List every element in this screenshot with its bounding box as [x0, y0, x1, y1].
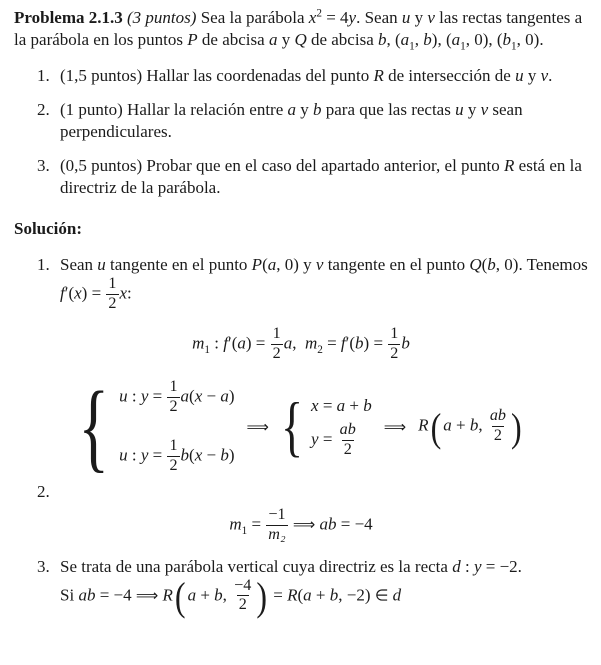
step-text [60, 254, 588, 313]
text-run: ), ( [431, 30, 452, 49]
text-run: ab [78, 584, 96, 604]
solution-heading: Solución: [14, 219, 83, 238]
text-run: a [268, 30, 278, 49]
text-run: Q [469, 255, 482, 274]
text-run: 1 [460, 40, 466, 53]
text-run: : [127, 283, 132, 303]
text-run: a [336, 395, 346, 415]
text-run: = [247, 513, 266, 533]
problem-item-1 [14, 65, 588, 87]
problem-item-2 [14, 99, 588, 143]
text-run: $\frac{-4}{2}$ [234, 576, 252, 614]
text-run: y [523, 66, 541, 85]
text-run: $\frac{1}{2}$ [169, 436, 178, 474]
solution-step-1 [14, 254, 588, 313]
text-run: (0,5 puntos) Probar que en el caso del apartado anterior, el punto [60, 156, 505, 175]
text-run: b [401, 333, 410, 353]
text-run: a [443, 415, 452, 435]
text-run: : [127, 445, 141, 465]
text-run: R [418, 415, 429, 435]
text-run: d [392, 584, 402, 604]
text-run: u [455, 100, 464, 119]
text-run: $\frac{ab}{2}$ [489, 407, 506, 445]
text-run: x [308, 8, 317, 27]
text-run: = [318, 395, 337, 415]
text-run: m [304, 333, 318, 353]
text-run: : [460, 556, 474, 576]
equation-slopes [14, 326, 588, 363]
text-run: u [515, 66, 524, 85]
text-run: a [267, 255, 277, 274]
text-run: tangente en el punto [323, 255, 470, 274]
text-run: a [283, 333, 293, 353]
directrix-line [60, 557, 522, 576]
text-run: u [97, 255, 106, 274]
text-run: b [313, 100, 322, 119]
math-line [119, 379, 234, 416]
text-run: m [192, 333, 205, 353]
text-run: ( [481, 255, 488, 274]
text-run: b [378, 30, 387, 49]
text-run: de abcisa [197, 30, 269, 49]
text-run: b [487, 255, 496, 274]
text-run: a [220, 386, 229, 406]
text-run: , [478, 415, 487, 435]
text-run: $\frac{ab}{2}$ [339, 420, 356, 458]
text-run: x [74, 283, 82, 303]
text-run: b [214, 584, 223, 604]
text-run: $\frac{1}{2}$ [272, 324, 281, 362]
item-number: 3. [37, 156, 50, 175]
text-run: v [540, 66, 549, 85]
text-run: ∈ [374, 584, 389, 604]
text-run: . [548, 66, 553, 85]
text-run: b [469, 415, 479, 435]
text-run: v [315, 255, 324, 274]
text-run: (3 puntos) [127, 8, 197, 27]
item-number: 3. [37, 556, 50, 576]
text-run: ) [256, 573, 268, 619]
math-line [229, 507, 372, 544]
text-run: Si [60, 584, 79, 604]
text-run: 2 [316, 7, 322, 20]
text-run: : [210, 333, 224, 353]
text-run: $\frac{1}{2}$ [108, 275, 117, 312]
math-line [119, 438, 234, 475]
text-run: , [292, 333, 305, 353]
text-run: f [340, 333, 346, 353]
text-run: = [148, 445, 167, 465]
text-run: + [196, 584, 215, 604]
text-run: 1 [204, 343, 210, 356]
text-run: R [504, 156, 515, 175]
text-run: , 0). Tenemos [495, 255, 588, 274]
text-run: − [202, 386, 221, 406]
text-run: b [355, 333, 364, 353]
text-run: , 0) y [276, 255, 316, 274]
text-run: v [427, 8, 435, 27]
text-run: ( [189, 386, 195, 406]
text-run: y [140, 445, 149, 465]
math-line [192, 326, 410, 363]
text-run: y [410, 8, 428, 27]
item-number: 1. [37, 66, 50, 85]
text-run: ′( [345, 333, 356, 353]
solution-step-3 [14, 556, 588, 619]
text-run: ( [189, 445, 195, 465]
implies-arrow: ⟹ [383, 416, 407, 436]
text-run: ′( [64, 283, 75, 303]
text-run: = [322, 333, 341, 353]
text-run: 1 [241, 524, 248, 537]
text-run: = −4 [95, 584, 136, 604]
text-run: d [452, 556, 461, 576]
text-run: . Sean [356, 8, 402, 27]
text-run: x [311, 395, 319, 415]
text-run: = [318, 429, 337, 449]
text-run: y [463, 100, 481, 119]
text-run: b [502, 30, 512, 49]
text-run: b [329, 584, 339, 604]
text-run: , [222, 584, 232, 604]
text-run: v [480, 100, 489, 119]
text-run: x [194, 445, 203, 465]
intersection-point-R [418, 404, 523, 450]
text-run: , ( [386, 30, 401, 49]
text-run: $\frac{1}{2}$ [169, 377, 178, 415]
solution-step-2 [14, 481, 588, 503]
text-run: u [119, 386, 128, 406]
text-run: ( [262, 255, 268, 274]
text-run: = −4 [336, 513, 373, 533]
item-text [60, 99, 588, 143]
text-run: + [451, 415, 470, 435]
text-run: R [287, 584, 298, 604]
text-run: , 0). [516, 30, 544, 49]
text-run: sean perpendiculares. [60, 100, 523, 141]
text-run: = [148, 386, 167, 406]
text-run: ) = [245, 333, 270, 353]
problem-statement [14, 7, 592, 51]
item-text [60, 155, 588, 199]
text-run: ( [297, 584, 304, 604]
text-run: R [373, 66, 384, 85]
text-run: b [180, 445, 190, 465]
text-run: Se trata de una parábola vertical cuya directriz es la recta [60, 556, 453, 576]
text-run: P [187, 30, 198, 49]
text-run: para que las rectas [321, 100, 456, 119]
text-run: ⟹ [135, 584, 159, 604]
text-run: Q [294, 30, 307, 49]
text-run: ) [228, 386, 235, 406]
equation-perpendicular [14, 507, 588, 544]
text-run: y [311, 429, 319, 449]
item-text [60, 65, 588, 87]
text-run: y [140, 386, 149, 406]
text-run: , 0), ( [465, 30, 503, 49]
text-run: ′( [227, 333, 238, 353]
text-run: R [162, 584, 173, 604]
text-run: y [296, 100, 314, 119]
text-run: a [187, 584, 197, 604]
text-run: x [119, 283, 128, 303]
left-brace: { [280, 389, 304, 463]
text-run: Sea la parábola [196, 8, 309, 27]
text-run: de abcisa [306, 30, 378, 49]
text-run: a [451, 30, 461, 49]
text-run: b [220, 445, 229, 465]
text-run: , [414, 30, 424, 49]
text-run: u [401, 8, 411, 27]
text-run: Sean [60, 255, 98, 274]
text-run: : [127, 386, 141, 406]
text-run: ab [319, 513, 337, 533]
tangent-lines-system [119, 379, 234, 475]
text-run: está en la directriz de la parábola. [60, 156, 582, 197]
conclusion-line [60, 573, 402, 619]
text-run: ) [510, 404, 522, 450]
text-run: = [269, 584, 288, 604]
text-run: ⟹ [292, 513, 316, 533]
text-run: ) = [81, 283, 106, 303]
text-run: y [473, 556, 482, 576]
text-run: 1 [511, 40, 517, 53]
text-run: + [311, 584, 330, 604]
text-run: u [119, 445, 128, 465]
text-run: ) = [363, 333, 388, 353]
text-run: y [277, 30, 295, 49]
text-run: a [303, 584, 312, 604]
text-run: 2 [317, 343, 323, 356]
left-brace: { [78, 370, 110, 481]
text-run: = 4 [321, 8, 349, 27]
text-run: de intersección de [383, 66, 516, 85]
system-equation [14, 370, 588, 481]
math-line [311, 395, 372, 417]
text-run: tangente en el punto [105, 255, 252, 274]
text-run: y [348, 8, 357, 27]
item-number: 2. [37, 481, 50, 501]
text-run: b [423, 30, 432, 49]
text-run: + [345, 395, 364, 415]
text-run: P [251, 255, 263, 274]
text-run: , −2) [338, 584, 375, 604]
text-run: m [229, 513, 242, 533]
item-number: 2. [37, 100, 50, 119]
text-run: x [194, 386, 203, 406]
text-run: = −2. [481, 556, 522, 576]
text-run: b [363, 395, 372, 415]
intersection-system [311, 395, 372, 459]
item-number: 1. [37, 255, 50, 274]
text-run: a [237, 333, 246, 353]
text-run: ( [430, 404, 442, 450]
text-run: a [287, 100, 297, 119]
text-run: − [202, 445, 221, 465]
text-run: a [180, 386, 190, 406]
text-run: ( [174, 573, 186, 619]
text-run: f [223, 333, 228, 353]
text-run: a [400, 30, 410, 49]
text-run: 1 [409, 40, 415, 53]
math-line [311, 422, 372, 459]
text-run: ) [228, 445, 235, 465]
text-run: f [60, 283, 65, 303]
text-run: las rectas tangentes a la parábola en los puntos [14, 8, 583, 49]
step-text [60, 556, 588, 619]
text-run: (1 punto) Hallar la relación entre [60, 100, 288, 119]
text-run: (1,5 puntos) Hallar las coordenadas del punto [60, 66, 374, 85]
implies-arrow: ⟹ [246, 416, 269, 436]
text-run: Problema 2.1.3 [14, 8, 123, 27]
text-run: $\frac{-1}{\text{m₂}}$ [268, 505, 286, 543]
text-run: $\frac{1}{2}$ [390, 324, 399, 362]
problem-item-3 [14, 155, 588, 199]
